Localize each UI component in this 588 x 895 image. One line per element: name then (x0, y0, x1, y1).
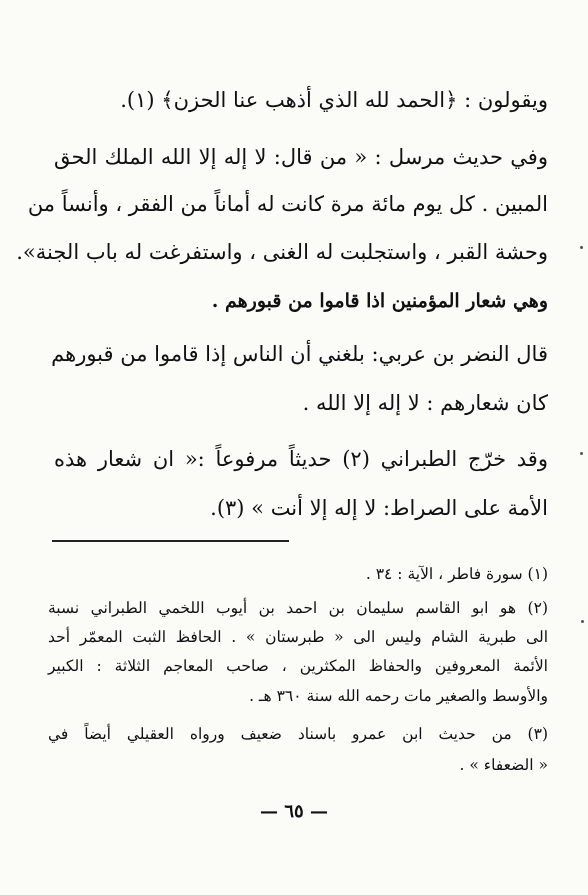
text-line-3: المبين . كل يوم مائة مرة كانت له أماناً من الفقر ، وأنساً من (27, 192, 548, 216)
footnote-2-line-4: والأوسط والصغير مات رحمه الله سنة ٣٦٠ هـ . (249, 687, 548, 705)
footnote-separator (52, 540, 289, 542)
footnote-1: (١) سورة فاطر ، الآية : ٣٤ . (365, 565, 548, 583)
text-line-2: وفي حديث مرسل : « من قال: لا إله إلا الله الملك الحق (54, 145, 548, 169)
text-line-8: وقد خرّج الطبراني (٢) حديثاً مرفوعاً :« ان شعار هذه (54, 447, 548, 471)
footnote-2-line-3: الأئمة المعروفين والحفاظ المكثرين ، صاحب المعاجم الثلاثة : الكبير (48, 657, 548, 675)
footnote-2-line-2: الى طبرية الشام وليس الى « طبرستان » . الحافظ الثبت المعمّر أحد (48, 628, 548, 646)
section-heading: وهي شعار المؤمنين اذا قاموا من قبورهم . (211, 290, 548, 312)
text-line-6: قال النضر بن عربي: بلغني أن الناس إذا قاموا من قبورهم (51, 342, 548, 366)
page-number: — ٦٥ — (260, 801, 328, 822)
text-line-4: وحشة القبر ، واستجلبت له الغنى ، واستفرغت له باب الجنة». (16, 240, 548, 264)
scan-speck (580, 452, 583, 455)
text-line-1: ويقولون : ﴿الحمد لله الذي أذهب عنا الحزن﴾ (١). (120, 88, 548, 112)
scan-speck (581, 620, 584, 623)
footnote-2-line-1: (٢) هو ابو القاسم سليمان بن احمد بن أيوب اللخمي الطبراني نسبة (48, 599, 548, 617)
scan-speck (580, 246, 583, 249)
text-line-9: الأمة على الصراط: لا إله إلا أنت » (٣). (210, 496, 548, 520)
footnote-3-line-2: « الضعفاء » . (459, 756, 548, 774)
footnote-3-line-1: (٣) من حديث ابن عمرو باسناد ضعيف ورواه العقيلي أيضاً في (48, 725, 548, 743)
text-line-7: كان شعارهم : لا إله إلا الله . (302, 391, 548, 415)
